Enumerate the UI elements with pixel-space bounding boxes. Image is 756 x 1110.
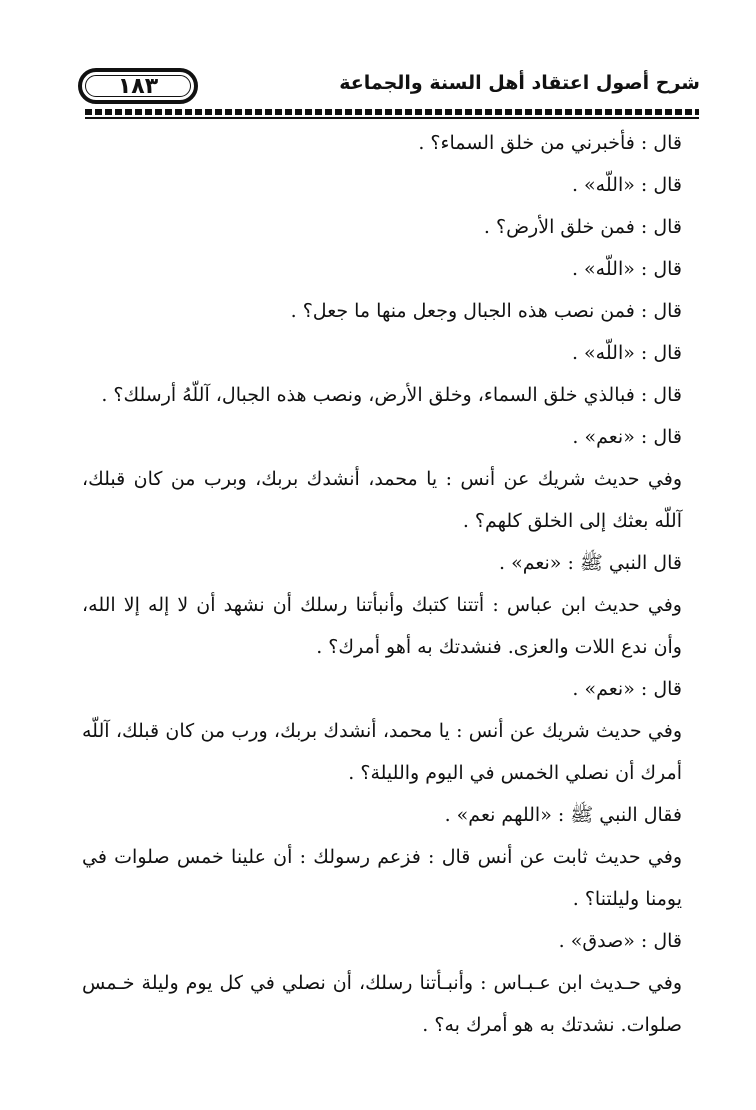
paragraph: قال : «نعم» . <box>572 426 682 448</box>
paragraph: وفي حديث ثابت عن أنس قال : فزعم رسولك : أن علينا خمس صلوات في يومنا وليلتنا؟ . <box>82 846 682 910</box>
paragraph: قال : فبالذي خلق السماء، وخلق الأرض، ونصب هذه الجبال، آللّهُ أرسلك؟ . <box>101 384 682 406</box>
paragraph: وفي حديث شريك عن أنس : يا محمد، أنشدك بربك، وبرب من كان قبلك، آللّه بعثك إلى الخلق كلهم؟ . <box>82 468 682 532</box>
paragraph: وفي حديث ابن عباس : أتتنا كتبك وأنبأتنا رسلك أن نشهد أن لا إله إلا الله، وأن ندع اللات والعزى. فنشدتك به أهو أمرك؟ . <box>82 594 682 658</box>
page-number: ١٨٣ <box>117 73 159 99</box>
paragraph: فقال النبي ﷺ : «اللهم نعم» . <box>444 804 682 826</box>
paragraph: قال : «اللّه» . <box>571 174 682 196</box>
header-divider-thin <box>85 117 699 119</box>
paragraph: قال : «اللّه» . <box>571 258 682 280</box>
paragraph: قال : «نعم» . <box>572 678 682 700</box>
paragraph: وفي حديث شريك عن أنس : يا محمد، أنشدك بربك، ورب من كان قبلك، آللّه أمرك أن نصلي الخمس في اليوم والليلة؟ . <box>82 720 682 784</box>
paragraph: قال : فمن خلق الأرض؟ . <box>483 216 682 238</box>
paragraph: قال النبي ﷺ : «نعم» . <box>499 552 682 574</box>
page-body <box>82 122 682 1046</box>
paragraph: وفي حـديث ابن عـبـاس : وأنبـأتنا رسلك، أن نصلي في كل يوم وليلة خـمس صلوات. نشدتك به هو أمرك به؟ . <box>82 972 682 1036</box>
paragraph: قال : فمن نصب هذه الجبال وجعل منها ما جعل؟ . <box>290 300 682 322</box>
paragraph: قال : «اللّه» . <box>571 342 682 364</box>
paragraph: قال : «صدق» . <box>558 930 682 952</box>
book-title: شرح أصول اعتقاد أهل السنة والجماعة <box>339 72 700 94</box>
page-header <box>70 62 700 112</box>
paragraph: قال : فأخبرني من خلق السماء؟ . <box>418 132 682 154</box>
page-number-badge <box>78 68 198 104</box>
header-divider <box>85 109 699 115</box>
